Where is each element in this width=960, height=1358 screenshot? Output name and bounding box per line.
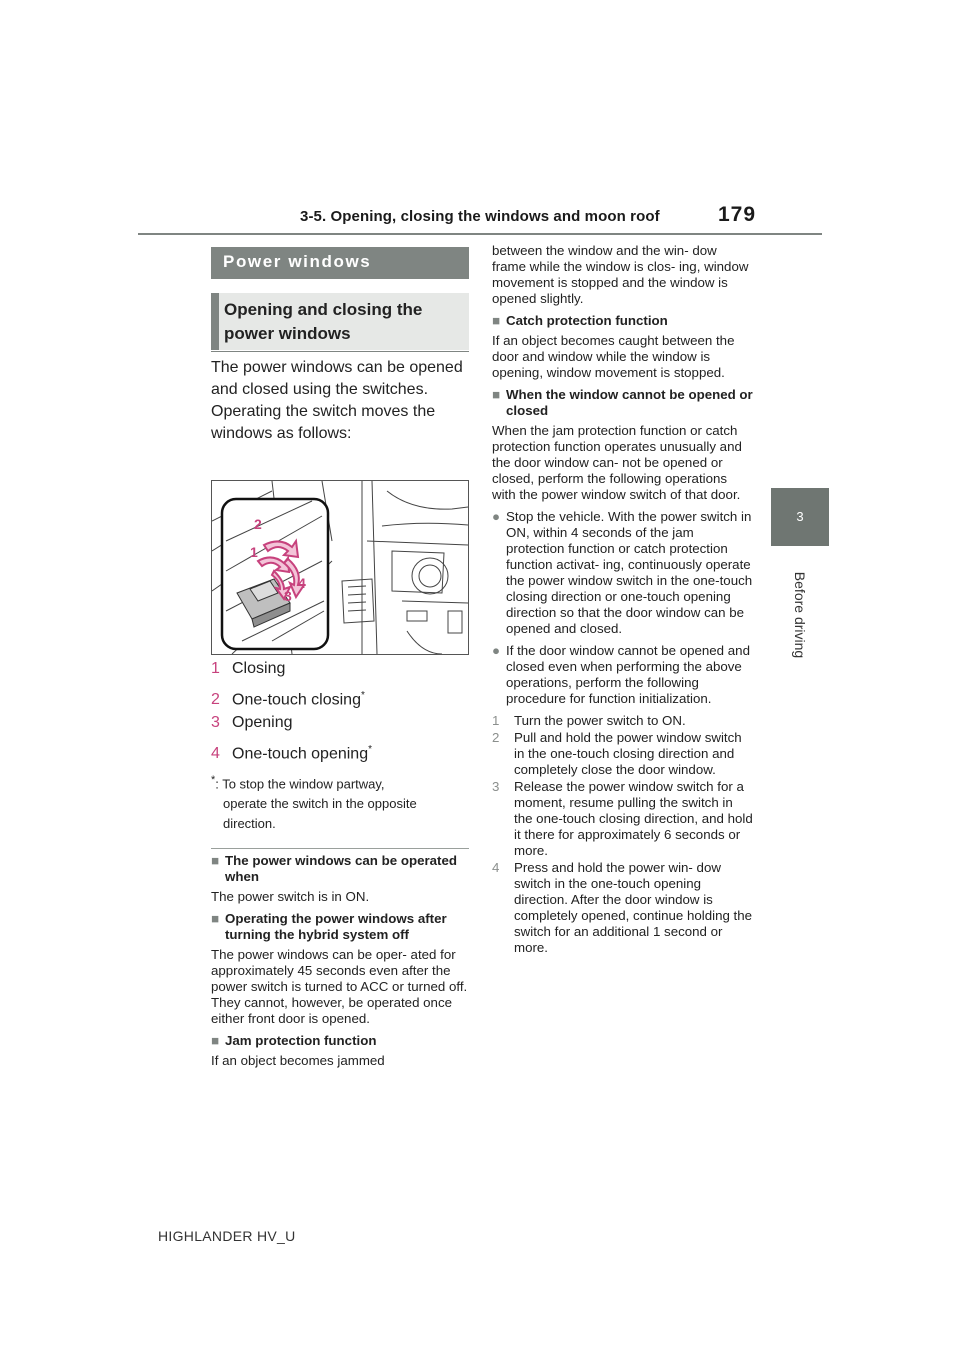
- procedure-step: [492, 779, 754, 859]
- round-bullet-icon: ●: [492, 509, 501, 524]
- legend-label: One-touch opening: [232, 745, 369, 763]
- info-heading: [211, 911, 473, 943]
- subsection-accent-bar: [211, 293, 219, 350]
- chapter-tab[interactable]: 3: [771, 488, 829, 546]
- step-text: Press and hold the power win- dow switch in the one-touch opening direction. After the door window is completely opened, continue holding the switch for an additional 1 second or more.: [514, 860, 753, 955]
- info-heading: [492, 387, 754, 419]
- section-header-title: 3-5. Opening, closing the windows and moon roof: [300, 208, 660, 225]
- procedure-step: [492, 860, 754, 956]
- subsection-title: Opening and closing the power windows: [224, 300, 423, 343]
- procedure-step: [492, 730, 754, 778]
- footer-model: HIGHLANDER HV_U: [158, 1228, 296, 1244]
- legend-num: 3: [211, 714, 220, 731]
- info-text: between the window and the win- dow frame while the window is clos- ing, window movement is stopped and the window is opened slightly.: [492, 243, 749, 306]
- step-number: 1: [492, 713, 500, 728]
- info-heading: [211, 853, 473, 885]
- square-bullet-icon: ■: [211, 911, 220, 926]
- procedure-step: [492, 713, 754, 729]
- callout-1: 1: [250, 544, 258, 560]
- bullet-item: [492, 643, 754, 707]
- square-bullet-icon: ■: [492, 313, 501, 328]
- info-heading-text: When the window cannot be opened or closed: [506, 387, 753, 418]
- callout-2: 2: [254, 516, 262, 532]
- switch-legend: [211, 658, 473, 766]
- step-number: 3: [492, 779, 500, 794]
- callout-3: 3: [284, 588, 292, 604]
- legend-num: 2: [211, 691, 220, 709]
- header-rule: [138, 233, 822, 235]
- footnote-mark: *: [211, 774, 216, 786]
- section-title-banner: [211, 247, 469, 279]
- intro-line-2: Operating the switch moves the windows as follows:: [211, 403, 436, 442]
- info-heading: [211, 1033, 473, 1049]
- section-divider: [211, 848, 469, 849]
- footnote-continuation: operate the switch in the opposite direction.: [223, 796, 417, 832]
- square-bullet-icon: ■: [492, 387, 501, 402]
- bullet-text: Stop the vehicle. With the power switch in ON, within 4 seconds of the jam protection function or catch protection function activat- ing, continuously operate the power window switch in the one-touch closing direction or one-touch opening direction so that the door window can be opened and closed.: [506, 509, 753, 636]
- intro-line-1: The power windows can be opened and closed using the switches.: [211, 359, 463, 398]
- illustration-drawing: [212, 481, 468, 654]
- legend-num: 1: [211, 660, 220, 677]
- round-bullet-icon: ●: [492, 643, 501, 658]
- legend-item: [211, 712, 473, 739]
- info-text: The power switch is in ON.: [211, 889, 370, 904]
- legend-item: [211, 739, 473, 766]
- callout-4: 4: [298, 575, 306, 591]
- step-number: 4: [492, 860, 500, 875]
- footnote-first-line: : To stop the window partway,: [215, 776, 385, 792]
- window-switch-illustration: [211, 480, 469, 655]
- subsection-underline: [211, 351, 469, 352]
- info-text: If an object becomes caught between the door and window while the window is opening, window movement is stopped.: [492, 333, 735, 380]
- step-text: Turn the power switch to ON.: [514, 713, 686, 728]
- step-text: Release the power window switch for a moment, resume pulling the switch in the one-touch closing direction, and hold it there for approximately 6 seconds or more.: [514, 779, 753, 858]
- legend-label: One-touch closing: [232, 691, 361, 709]
- legend-num: 4: [211, 745, 220, 763]
- legend-label: Closing: [232, 660, 286, 677]
- section-title: Power windows: [223, 252, 372, 271]
- bullet-item: [492, 509, 754, 637]
- info-heading-text: The power windows can be operated when: [225, 853, 457, 884]
- info-text: When the jam protection function or catch protection function operates unusually and the door window can- not be opened or closed, perform the following operations with the power window switch of that door.: [492, 423, 742, 502]
- chapter-label-text: Before driving: [792, 571, 808, 659]
- info-text: If an object becomes jammed: [211, 1053, 385, 1068]
- info-heading-text: Operating the power windows after turning the hybrid system off: [225, 911, 447, 942]
- legend-asterisk: *: [368, 744, 373, 755]
- square-bullet-icon: ■: [211, 853, 220, 868]
- footnote: [211, 770, 473, 834]
- legend-item: [211, 658, 473, 685]
- legend-label: Opening: [232, 714, 293, 731]
- legend-item: [211, 685, 473, 712]
- page-number: 179: [718, 203, 757, 226]
- info-heading: [492, 313, 754, 329]
- info-heading-text: Catch protection function: [506, 313, 668, 328]
- left-column: [211, 853, 473, 1075]
- subsection-banner: [211, 293, 469, 350]
- step-number: 2: [492, 730, 500, 745]
- step-text: Pull and hold the power window switch in the one-touch closing direction and completely close the door window.: [514, 730, 742, 777]
- bullet-text: If the door window cannot be opened and closed even when performing the above operations, perform the following procedure for function initialization.: [506, 643, 750, 706]
- chapter-label: [771, 560, 829, 670]
- legend-asterisk: *: [360, 690, 365, 701]
- intro-text: [211, 357, 473, 445]
- info-heading-text: Jam protection function: [225, 1033, 377, 1048]
- right-column: [492, 243, 754, 957]
- square-bullet-icon: ■: [211, 1033, 220, 1048]
- info-text: The power windows can be oper- ated for approximately 45 seconds even after the power switch is turned to ACC or turned off. They cannot, however, be operated once either front door is opened.: [211, 947, 468, 1026]
